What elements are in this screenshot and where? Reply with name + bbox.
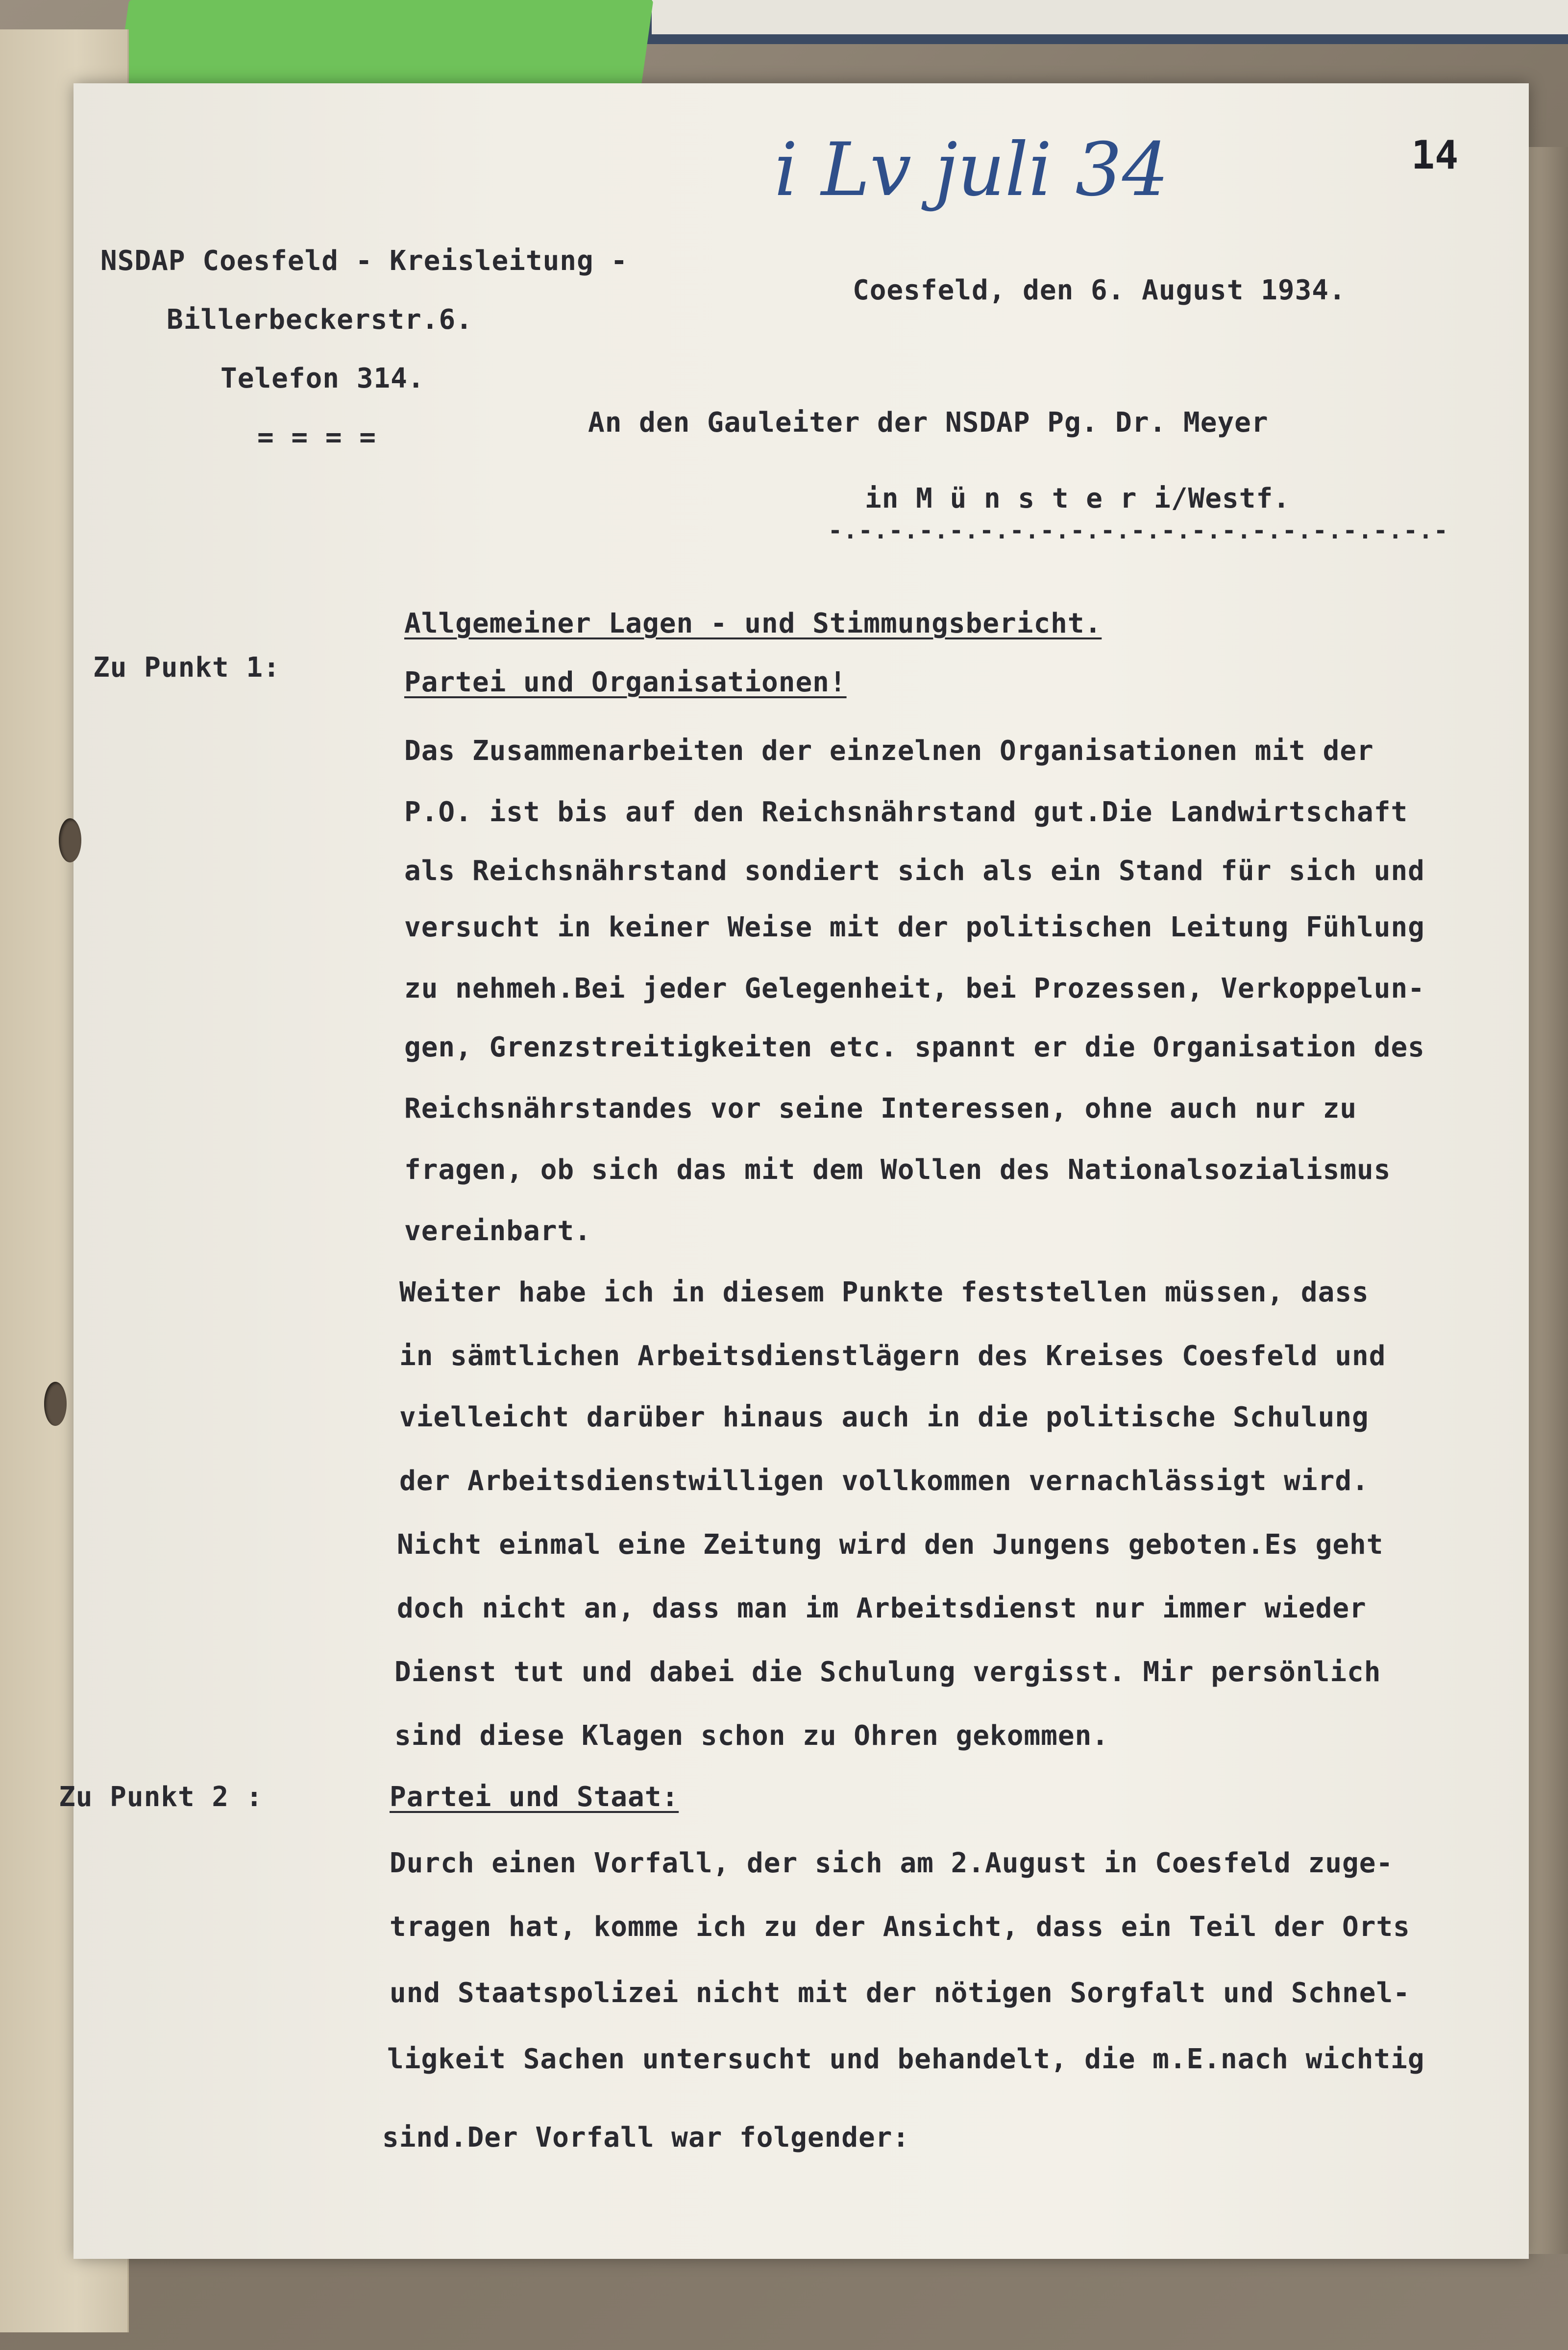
green-index-tab — [116, 0, 654, 93]
body-line: Dienst tut und dabei die Schulung vergisst. Mir persönlich — [394, 1656, 1381, 1688]
body-line: vereinbart. — [404, 1215, 591, 1247]
handwritten-annotation: i Lv juli 34 — [774, 127, 1169, 213]
body-line: Nicht einmal eine Zeitung wird den Jungens geboten.Es geht — [397, 1529, 1384, 1561]
punch-hole-upper — [59, 818, 81, 862]
body-line: fragen, ob sich das mit dem Wollen des Nationalsozialismus — [404, 1154, 1391, 1186]
section-heading: Partei und Organisationen! — [404, 666, 847, 698]
body-line: Durch einen Vorfall, der sich am 2.August in Coesfeld zuge- — [390, 1847, 1394, 1879]
sender-rule: = = = = — [257, 421, 377, 453]
section-label: Zu Punkt 1: — [93, 652, 280, 684]
letter-date: Coesfeld, den 6. August 1934. — [853, 274, 1346, 306]
recipient-line2: in M ü n s t e r i/Westf. — [865, 483, 1290, 514]
recipient-rule: -.-.-.-.-.-.-.-.-.-.-.-.-.-.-.-.-.-.-.-.- — [828, 517, 1449, 544]
sender-line3: Telefon 314. — [220, 363, 425, 394]
folder-paper-edge — [652, 0, 1568, 36]
body-line: zu nehmeh.Bei jeder Gelegenheit, bei Prozessen, Verkoppelun- — [404, 973, 1425, 1004]
sender-line2: Billerbeckerstr.6. — [167, 304, 473, 336]
report-title: Allgemeiner Lagen - und Stimmungsbericht. — [404, 608, 1102, 639]
body-line: als Reichsnährstand sondiert sich als ein Stand für sich und — [404, 855, 1425, 887]
body-line: P.O. ist bis auf den Reichsnährstand gut.Die Landwirtschaft — [404, 796, 1408, 828]
recipient-line1: An den Gauleiter der NSDAP Pg. Dr. Meyer — [588, 407, 1269, 439]
page-number: 14 — [1411, 132, 1459, 178]
body-line: vielleicht darüber hinaus auch in die politische Schulung — [399, 1401, 1369, 1433]
body-line: tragen hat, komme ich zu der Ansicht, dass ein Teil der Orts — [390, 1911, 1410, 1943]
body-line: doch nicht an, dass man im Arbeitsdienst nur immer wieder — [397, 1592, 1367, 1624]
body-line: versucht in keiner Weise mit der politischen Leitung Fühlung — [404, 911, 1425, 943]
body-line: sind diese Klagen schon zu Ohren gekommen. — [394, 1720, 1109, 1752]
page-stack-edge — [1529, 147, 1568, 2254]
body-line: sind.Der Vorfall war folgender: — [382, 2122, 910, 2154]
body-line: Das Zusammenarbeiten der einzelnen Organisationen mit der — [404, 735, 1374, 767]
body-line: und Staatspolizei nicht mit der nötigen Sorgfalt und Schnel- — [390, 1977, 1410, 2009]
body-line: gen, Grenzstreitigkeiten etc. spannt er die Organisation des — [404, 1031, 1425, 1063]
body-line: Weiter habe ich in diesem Punkte feststellen müssen, dass — [399, 1276, 1369, 1308]
body-line: Reichsnährstandes vor seine Interessen, ohne auch nur zu — [404, 1093, 1357, 1125]
sender-line1: NSDAP Coesfeld - Kreisleitung - — [100, 245, 628, 277]
body-line: ligkeit Sachen untersucht und behandelt, die m.E.nach wichtig — [387, 2043, 1425, 2075]
punch-hole-lower — [44, 1382, 67, 1426]
section-heading: Partei und Staat: — [390, 1781, 679, 1813]
body-line: in sämtlichen Arbeitsdienstlägern des Kreises Coesfeld und — [399, 1340, 1386, 1372]
body-line: der Arbeitsdienstwilligen vollkommen vernachlässigt wird. — [399, 1465, 1369, 1497]
section-label: Zu Punkt 2 : — [59, 1781, 263, 1813]
